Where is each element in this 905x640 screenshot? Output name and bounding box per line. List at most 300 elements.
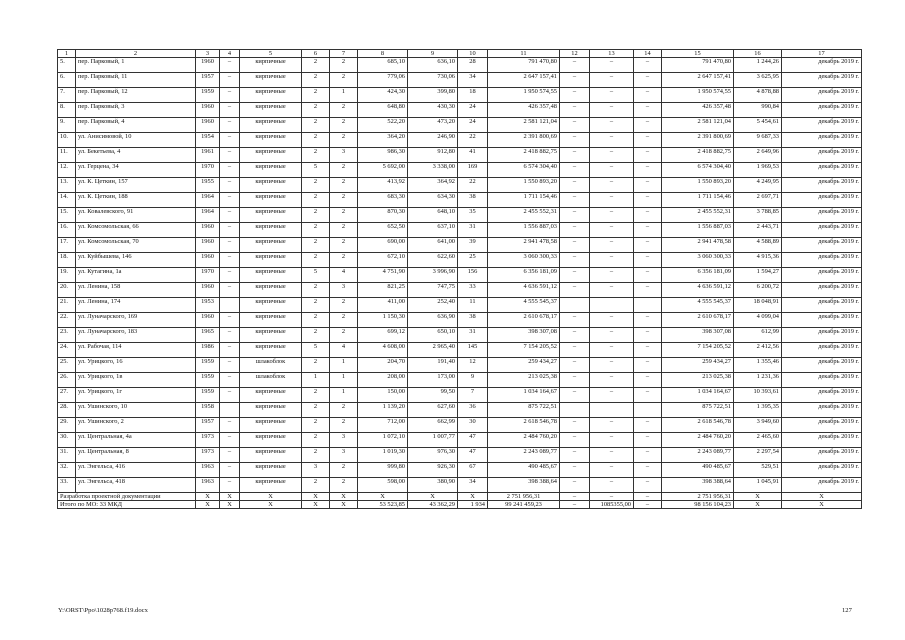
table-cell: – [560,373,590,388]
table-cell: 5 454,61 [734,118,782,133]
table-cell: – [590,103,634,118]
table-cell: кирпичные [240,448,302,463]
table-cell: – [560,388,590,403]
table-cell: кирпичные [240,148,302,163]
table-cell: кирпичные [240,433,302,448]
table-cell: 1 556 887,03 [662,223,734,238]
table-cell: 4 751,90 [358,268,408,283]
table-cell: 99,50 [408,388,458,403]
table-cell: – [220,268,240,283]
table-cell: декабрь 2019 г. [782,253,862,268]
table-cell: 999,80 [358,463,408,478]
table-cell: 2 [302,253,330,268]
totals-cell: X [220,501,240,509]
table-cell: 7. [58,88,76,103]
totals-cell: 43 362,29 [408,501,458,509]
table-cell: – [220,73,240,88]
table-cell: 398 388,64 [488,478,560,493]
table-cell: пер. Парковый, 12 [76,88,196,103]
table-cell: – [590,373,634,388]
table-cell: 2 484 760,20 [662,433,734,448]
table-cell: 33 [458,283,488,298]
table-cell: – [634,418,662,433]
table-row [58,193,862,208]
table-cell: 1960 [196,58,220,73]
table-cell: кирпичные [240,298,302,313]
table-cell: – [560,418,590,433]
table-cell: 1959 [196,358,220,373]
table-cell: 1 711 154,46 [488,193,560,208]
table-cell: 13. [58,178,76,193]
table-cell: 3 338,00 [408,163,458,178]
table-cell: 39 [458,238,488,253]
table-cell: 5 692,00 [358,163,408,178]
table-cell: – [634,328,662,343]
table-cell: 2 647 157,41 [488,73,560,88]
table-cell: ул. К. Цеткин, 157 [76,178,196,193]
table-cell: 252,40 [408,298,458,313]
table-cell: 4 636 591,12 [662,283,734,298]
table-cell: 28 [458,58,488,73]
table-cell: – [560,73,590,88]
table-cell: – [560,178,590,193]
table-cell: 1964 [196,193,220,208]
table-cell: 1959 [196,88,220,103]
column-number: 17 [782,50,862,58]
table-cell: 28. [58,403,76,418]
table-cell: 11. [58,148,76,163]
table-cell: 22 [458,133,488,148]
table-cell: 38 [458,193,488,208]
table-cell: 2 [302,133,330,148]
table-cell: 26. [58,373,76,388]
table-cell: – [590,343,634,358]
footer-page-number: 127 [842,607,852,614]
table-cell: ул. Комсомольская, 70 [76,238,196,253]
table-cell: ул. Энгельса, 416 [76,463,196,478]
table-cell: – [220,283,240,298]
table-cell: 662,99 [408,418,458,433]
table-cell: – [220,193,240,208]
totals-cell: 1085355,00 [590,501,634,509]
table-cell: 430,30 [408,103,458,118]
table-cell: 7 [458,388,488,403]
table-cell: 875 722,51 [662,403,734,418]
table-cell: кирпичные [240,328,302,343]
table-cell: декабрь 2019 г. [782,403,862,418]
table-cell: – [590,433,634,448]
table-cell: декабрь 2019 г. [782,148,862,163]
table-cell: – [590,418,634,433]
table-cell: ул. Энгельса, 418 [76,478,196,493]
table-cell: – [220,433,240,448]
table-cell: декабрь 2019 г. [782,283,862,298]
table-cell: – [560,208,590,223]
table-cell: 2 243 089,77 [488,448,560,463]
table-row [58,58,862,73]
table-cell: 3 996,90 [408,268,458,283]
table-row [58,373,862,388]
table-cell: – [634,388,662,403]
table-row [58,403,862,418]
table-cell: декабрь 2019 г. [782,88,862,103]
table-cell: 6 356 181,09 [662,268,734,283]
table-cell: – [634,343,662,358]
totals-cell: X [302,493,330,501]
table-cell: 1964 [196,208,220,223]
table-cell: – [220,358,240,373]
table-cell: 1960 [196,253,220,268]
table-cell: 5 [302,163,330,178]
column-number: 15 [662,50,734,58]
table-cell: декабрь 2019 г. [782,478,862,493]
table-cell: 24. [58,343,76,358]
table-cell: 612,99 [734,328,782,343]
table-cell: 30. [58,433,76,448]
table-cell: – [560,433,590,448]
table-cell: – [634,463,662,478]
table-cell: 1963 [196,463,220,478]
footer-file-path: Y:\ORST\Ppo\1028p768.f19.docx [58,607,148,614]
table-cell: шлакоблок [240,373,302,388]
table-cell: 17. [58,238,76,253]
totals-cell: X [458,493,488,501]
table-cell: 5 [302,343,330,358]
table-cell: 67 [458,463,488,478]
table-cell: – [560,163,590,178]
table-cell: 712,00 [358,418,408,433]
table-cell: 22 [458,178,488,193]
table-cell: 23. [58,328,76,343]
table-cell: 12 [458,358,488,373]
table-cell: 7 154 205,52 [662,343,734,358]
table-row [58,103,862,118]
table-cell: – [590,178,634,193]
table-cell: 699,12 [358,328,408,343]
table-cell: 1 150,30 [358,313,408,328]
table-cell: 650,10 [408,328,458,343]
table-cell: 2 [302,418,330,433]
table-cell: – [590,58,634,73]
table-cell: 634,30 [408,193,458,208]
table-cell: – [220,163,240,178]
table-cell: кирпичные [240,103,302,118]
table-cell: 1958 [196,403,220,418]
table-cell: 2 [302,448,330,463]
table-cell: – [634,358,662,373]
table-cell: 3 625,95 [734,73,782,88]
table-cell: – [220,238,240,253]
table-cell: 20. [58,283,76,298]
table-cell: 2 [302,313,330,328]
table-cell: декабрь 2019 г. [782,163,862,178]
totals-cell: – [634,493,662,501]
column-number: 4 [220,50,240,58]
table-row [58,73,862,88]
table-cell: 213 025,38 [488,373,560,388]
table-row [58,238,862,253]
table-cell: – [590,118,634,133]
table-cell: декабрь 2019 г. [782,433,862,448]
table-cell: – [220,448,240,463]
table-cell: декабрь 2019 г. [782,448,862,463]
table-cell: – [590,148,634,163]
table-cell: 598,00 [358,478,408,493]
table-cell: 3 060 300,33 [488,253,560,268]
table-cell: 2 [330,253,358,268]
table-row [58,328,862,343]
table-cell: – [590,313,634,328]
column-number-row [58,50,862,58]
table-cell: – [560,478,590,493]
table-cell: 18. [58,253,76,268]
totals-cell: – [590,493,634,501]
table-cell: 259 434,27 [488,358,560,373]
table-cell: ул. Анисимовой, 10 [76,133,196,148]
table-cell: 1 550 893,20 [488,178,560,193]
table-cell: 12. [58,163,76,178]
table-cell: 1 [330,88,358,103]
table-cell: 47 [458,433,488,448]
table-cell: – [590,163,634,178]
table-cell: – [634,283,662,298]
table-cell: пер. Парковый, 1 [76,58,196,73]
table-cell: – [560,148,590,163]
table-cell: 3 [330,148,358,163]
table-cell: 779,06 [358,73,408,88]
table-cell: 2 618 546,78 [662,418,734,433]
totals-cell: X [408,493,458,501]
table-cell: 2 941 478,58 [662,238,734,253]
table-cell: – [634,163,662,178]
table-cell: 204,70 [358,358,408,373]
table-cell: ул. Луначарского, 183 [76,328,196,343]
table-cell: 1970 [196,268,220,283]
table-cell: 3 [302,463,330,478]
table-cell: 2 [330,163,358,178]
table-cell: – [220,313,240,328]
table-cell: 2 [302,148,330,163]
column-number: 11 [488,50,560,58]
table-cell: 10. [58,133,76,148]
table-cell: декабрь 2019 г. [782,58,862,73]
table-cell: 1 034 164,67 [662,388,734,403]
table-cell: 1973 [196,433,220,448]
table-row [58,133,862,148]
table-cell: 1 139,20 [358,403,408,418]
table-cell: 637,10 [408,223,458,238]
table-cell: 426 357,48 [488,103,560,118]
totals-cell: X [302,501,330,509]
table-cell: – [634,118,662,133]
table-cell: 1960 [196,313,220,328]
table-cell: 2 [330,73,358,88]
table-cell: 6 356 181,09 [488,268,560,283]
table-cell: 398 307,08 [488,328,560,343]
table-cell: ул. Кутагина, 1а [76,268,196,283]
table-cell: – [590,358,634,373]
table-cell: 3 060 300,33 [662,253,734,268]
table-cell: ул. Бекетьева, 4 [76,148,196,163]
table-cell: 2 391 800,69 [662,133,734,148]
table-cell: 1973 [196,448,220,463]
table-cell: 398 307,08 [662,328,734,343]
table-cell: 6. [58,73,76,88]
table-cell: ул. Урицкого, 16 [76,358,196,373]
table-cell: кирпичные [240,58,302,73]
table-cell: 2 [302,73,330,88]
table-cell: 2 [330,193,358,208]
table-cell: 2 581 121,04 [488,118,560,133]
table-cell: 380,90 [408,478,458,493]
table-cell: 1 045,91 [734,478,782,493]
table-cell: 1960 [196,283,220,298]
table-cell: 145 [458,343,488,358]
table-cell: 4 [330,268,358,283]
table-cell: 1953 [196,298,220,313]
table-cell: 9 687,33 [734,133,782,148]
table-cell: 191,40 [408,358,458,373]
table-cell: 4 555 545,37 [488,298,560,313]
table-cell: 3 [330,283,358,298]
table-cell: – [634,478,662,493]
table-cell: 156 [458,268,488,283]
table-cell: кирпичные [240,133,302,148]
table-cell: 10 393,61 [734,388,782,403]
table-cell: 9. [58,118,76,133]
table-cell: 2 [302,208,330,223]
totals-label: Итого по МО: 33 МКД [58,501,196,509]
table-cell: – [560,133,590,148]
table-cell: 47 [458,448,488,463]
table-cell: ул. Ковалевского, 91 [76,208,196,223]
table-cell: 2 [330,133,358,148]
table-cell: 2 [302,388,330,403]
table-cell: ул. Ленина, 174 [76,298,196,313]
table-cell: 652,50 [358,223,408,238]
table-cell: – [220,463,240,478]
table-cell: – [634,178,662,193]
table-cell: – [590,283,634,298]
column-number: 10 [458,50,488,58]
table-cell: ул. Ленина, 158 [76,283,196,298]
table-cell: – [560,463,590,478]
table-cell: декабрь 2019 г. [782,223,862,238]
table-cell: 672,10 [358,253,408,268]
table-cell: – [590,208,634,223]
table-cell: 8. [58,103,76,118]
table-cell: 2 [330,328,358,343]
column-number: 16 [734,50,782,58]
table-cell: 2 [302,298,330,313]
table-cell: декабрь 2019 г. [782,358,862,373]
table-cell: 259 434,27 [662,358,734,373]
table-cell: – [220,388,240,403]
table-cell: декабрь 2019 г. [782,373,862,388]
table-cell: – [560,328,590,343]
table-cell: декабрь 2019 г. [782,388,862,403]
table-cell [590,403,634,418]
table-cell: – [560,238,590,253]
table-cell: 2 610 678,17 [488,313,560,328]
table-cell: декабрь 2019 г. [782,343,862,358]
table-cell: кирпичные [240,118,302,133]
table-cell [220,403,240,418]
table-cell: 636,90 [408,313,458,328]
table-row [58,418,862,433]
table-row [58,358,862,373]
table-cell: 11 [458,298,488,313]
table-cell: 1 [302,373,330,388]
table-cell: – [560,358,590,373]
table-cell: 1 [330,388,358,403]
table-cell: 5 [302,268,330,283]
column-number: 7 [330,50,358,58]
table-cell: 4 555 545,37 [662,298,734,313]
table-cell: кирпичные [240,88,302,103]
table-row [58,163,862,178]
table-cell: 2 [302,358,330,373]
table-cell: – [220,88,240,103]
table-cell: – [634,73,662,88]
table-row [58,283,862,298]
table-cell: 2 484 760,20 [488,433,560,448]
table-cell: ул. К. Цеткин, 188 [76,193,196,208]
table-cell: – [560,58,590,73]
table-cell: – [220,58,240,73]
table-cell: 2 [330,298,358,313]
table-cell: – [634,58,662,73]
table-row [58,148,862,163]
table-row [58,268,862,283]
table-cell: 1963 [196,478,220,493]
table-cell: пер. Парковый, 3 [76,103,196,118]
table-cell: 2 [330,418,358,433]
table-cell: 1 711 154,46 [662,193,734,208]
table-cell: 41 [458,148,488,163]
table-cell: 2 [302,58,330,73]
totals-cell: 2 751 956,31 [662,493,734,501]
table-cell: 1 594,27 [734,268,782,283]
table-cell: 15. [58,208,76,223]
table-cell: 912,80 [408,148,458,163]
table-cell: 3 788,85 [734,208,782,223]
table-cell: 21. [58,298,76,313]
table-cell: – [560,88,590,103]
table-cell: – [634,148,662,163]
table-cell: – [634,253,662,268]
table-cell: 2 618 546,78 [488,418,560,433]
table-cell: – [560,448,590,463]
table-cell: 2 418 882,75 [662,148,734,163]
table-cell: 1 244,26 [734,58,782,73]
table-cell: – [220,133,240,148]
totals-cell: X [240,493,302,501]
table-cell: 2 418 882,75 [488,148,560,163]
table-cell: 1 556 887,03 [488,223,560,238]
table-cell: 791 470,80 [662,58,734,73]
document-sheet [57,49,861,509]
table-cell: 31. [58,448,76,463]
table-cell: 522,20 [358,118,408,133]
table-cell: ул. Центральная, 4а [76,433,196,448]
table-cell: 875 722,51 [488,403,560,418]
table-cell: 2 [330,208,358,223]
table-cell: кирпичные [240,223,302,238]
totals-cell: X [196,493,220,501]
table-row [58,88,862,103]
table-cell: 2 647 157,41 [662,73,734,88]
